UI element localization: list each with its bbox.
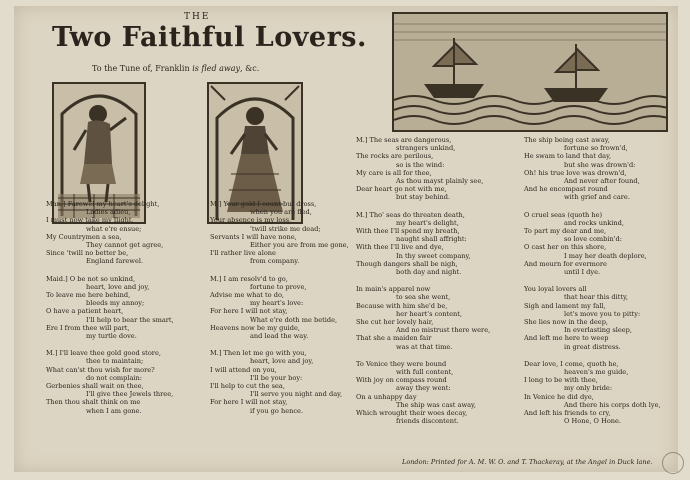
verse-line: She cut her lovely hair, [356, 318, 434, 327]
stanza [356, 136, 516, 202]
verse-line: I long to be with thee, [524, 376, 598, 385]
verse-line: What e're doth me betide, [250, 315, 338, 324]
verse-line: Though dangers shall be nigh, [356, 259, 458, 268]
tune-line: To the Tune of, Franklin is fled away, &c. [92, 64, 260, 73]
verse-column-1 [46, 200, 196, 424]
verse-line: My care is all for thee, [356, 168, 432, 177]
verse-line: I may her death deplore, [564, 251, 647, 260]
verse-line: I'll help to bear the smart, [86, 315, 174, 324]
ship-at-sea-woodcut-icon [392, 12, 668, 132]
verse-line: Since 'twill no better be, [46, 249, 129, 258]
verse-line: from company. [250, 257, 300, 266]
verse-line: I'll be your boy: [250, 373, 303, 382]
verse-line: 'twill strike me dead; [250, 224, 321, 233]
verse-line: O cruel seas (quoth he) [524, 210, 603, 219]
verse-line: And he encompast round [524, 185, 608, 194]
verse-line: What can'st thou wish for more? [46, 365, 155, 374]
verse-line: and rocks unkind, [564, 218, 624, 227]
verse-line: Dear heart go not with me, [356, 185, 447, 194]
stanza [46, 200, 196, 266]
verse-line: Ere I from thee will part, [46, 323, 130, 332]
verse-line: M.] I'll leave thee gold good store, [46, 349, 161, 358]
verse-line: In thy sweet company, [396, 251, 471, 260]
stanza [524, 360, 669, 426]
verse-line: heaven's me guide, [564, 368, 629, 377]
verse-line: Man.] Farewel my heart's delight, [46, 200, 160, 208]
verse-line: naught shall affright: [396, 235, 467, 244]
stanza [524, 211, 669, 277]
verse-line: when I am gone. [86, 406, 142, 415]
verse-line: In everlasting sleep, [564, 326, 632, 335]
verse-column-4 [524, 136, 669, 435]
verse-line: And left me here to weep [524, 334, 609, 343]
verse-line: when you are fled, [250, 208, 312, 217]
verse-line: Servants I will have none, [210, 232, 297, 241]
verse-line: with grief and care. [564, 193, 630, 202]
imprint-line: London: Printed for A. M. W. O. and T. Thackeray, at the Angel in Duck lane. [402, 458, 653, 466]
verse-line: Sigh and lament my fall, [524, 301, 606, 310]
verse-line: heart, love and joy, [250, 357, 314, 366]
verse-line: that hear this ditty, [564, 293, 628, 302]
verse-line: her heart's content, [396, 309, 463, 318]
verse-line: Ladies adieu, [86, 208, 131, 217]
verse-line: With thee I'll spend my breath, [356, 227, 460, 236]
verse-line: with full content, [396, 368, 454, 377]
verse-line: friends discontent. [396, 417, 459, 426]
verse-line: Oh! his true love was drown'd, [524, 168, 627, 177]
verse-line: And there his corps doth lye, [564, 400, 661, 409]
verse-line: In Venice he did dye, [524, 392, 594, 401]
verse-line: They cannot get agree, [86, 241, 164, 250]
verse-line: heart, love and joy, [86, 282, 150, 291]
verse-line: To part my dear and me, [524, 227, 607, 236]
ballad-title: Two Faithful Lovers. [52, 22, 367, 53]
stanza [356, 360, 516, 426]
verse-line: To Venice they were bound [356, 359, 447, 368]
verse-line: so is the wind: [396, 160, 445, 169]
verse-line: was at that time. [396, 342, 453, 351]
library-stamp-icon [662, 452, 684, 474]
verse-line: And never after found, [564, 177, 640, 186]
verse-line: Either you are from me gone, [250, 241, 349, 250]
verse-line: O have a patient heart, [46, 307, 124, 316]
verse-line: England farewel. [86, 257, 144, 266]
verse-line: Because with him she'd be, [356, 301, 448, 310]
verse-line: Dear love, I come, quoth he, [524, 359, 619, 368]
verse-line: Your absence is my loss, [210, 216, 292, 225]
verse-line: I must now take my flight, [46, 216, 134, 225]
verse-line: She lies now in the deep, [524, 318, 609, 327]
verse-line: but stay behind. [396, 193, 451, 202]
verse-line: until I dye. [564, 268, 601, 277]
verse-line: That she a maiden fair [356, 334, 432, 343]
verse-line: With joy on compass round [356, 376, 447, 385]
verse-line: M.] I am resolv'd to go, [210, 274, 288, 283]
verse-line: but she was drown'd: [564, 160, 636, 169]
verse-line: Heavens now be my guide, [210, 323, 300, 332]
verse-line: And no mistrust there were, [396, 326, 491, 335]
verse-line: Maid.] O be not so unkind, [46, 274, 136, 283]
verse-line: fortune so frown'd, [564, 144, 628, 153]
verse-line: The ship being cast away, [524, 136, 610, 144]
verse-line: Then thou shalt think on me [46, 398, 141, 407]
verse-line: M.] Then let me go with you, [210, 349, 307, 358]
verse-line: do not complain: [86, 373, 143, 382]
verse-line: The rocks are perilous, [356, 152, 434, 161]
verse-line: Gerbenies shall wait on thee, [46, 382, 144, 391]
verse-line: away they went: [396, 384, 451, 393]
verse-line: and lead the way. [250, 332, 309, 341]
verse-line: if you go hence. [250, 406, 304, 415]
verse-line: To leave me here behind, [46, 291, 131, 300]
verse-line: I'll rather live alone [210, 249, 276, 258]
verse-line: For here I will not stay, [210, 398, 288, 407]
verse-line: On a unhappy day [356, 392, 417, 401]
stanza [210, 349, 350, 415]
stanza [356, 285, 516, 351]
verse-line: I'll give thee Jewels three, [86, 390, 174, 399]
verse-line: Advise me what to do, [210, 291, 285, 300]
verse-line: I will attend on you, [210, 365, 277, 374]
verse-line: And mourn for evermore [524, 259, 607, 268]
verse-line: what e're ensue; [86, 224, 142, 233]
verse-line: my only bride: [564, 384, 613, 393]
verse-line: I'll help to cut the sea, [210, 382, 285, 391]
verse-line: M.] The seas are dangerous, [356, 136, 452, 144]
verse-line: O Hone, O Hone. [564, 417, 622, 426]
verse-line: in great distress. [564, 342, 621, 351]
verse-line: He swam to land that day, [524, 152, 612, 161]
stanza [524, 136, 669, 202]
verse-line: And left his friends to cry, [524, 409, 611, 418]
verse-line: my turtle dove. [86, 332, 137, 341]
verse-line: O cast her on this shore, [524, 243, 607, 252]
verse-line: thee to maintain; [86, 357, 144, 366]
verse-line: fortune to prove, [250, 282, 307, 291]
verse-line: so love combin'd: [564, 235, 622, 244]
verse-line: Which wrought their woes decay, [356, 409, 468, 418]
verse-line: I'll serve you night and day, [250, 390, 343, 399]
verse-line: strangers unkind, [396, 144, 456, 153]
verse-line: let's move you to pitty: [564, 309, 641, 318]
verse-line: You loyal lovers all [524, 285, 587, 294]
verse-line: As thou mayst plainly see, [396, 177, 484, 186]
verse-line: bleeds my annoy; [86, 299, 145, 308]
verse-line: With thee I'll live and dye, [356, 243, 444, 252]
verse-line: For here I will not stay, [210, 307, 288, 316]
verse-line: both day and night. [396, 268, 462, 277]
stanza [210, 200, 350, 266]
stanza [46, 349, 196, 415]
verse-line: M.] Your gold I count but dross, [210, 200, 317, 208]
verse-column-2 [210, 200, 350, 424]
verse-line: M.] Tho' seas do threaten death, [356, 210, 465, 219]
verse-line: to sea she went, [396, 293, 451, 302]
broadside-sheet [14, 6, 678, 472]
verse-column-3 [356, 136, 516, 435]
verse-line: My Countrymen a sea, [46, 232, 122, 241]
verse-line: my heart's delight, [396, 218, 459, 227]
stanza [210, 275, 350, 341]
verse-line: my heart's love: [250, 299, 304, 308]
stanza [356, 211, 516, 277]
pre-title: THE [184, 12, 211, 22]
stanza [524, 285, 669, 351]
verse-line: In main's apparel now [356, 285, 431, 294]
stanza [46, 275, 196, 341]
verse-line: The ship was cast away, [396, 400, 476, 409]
